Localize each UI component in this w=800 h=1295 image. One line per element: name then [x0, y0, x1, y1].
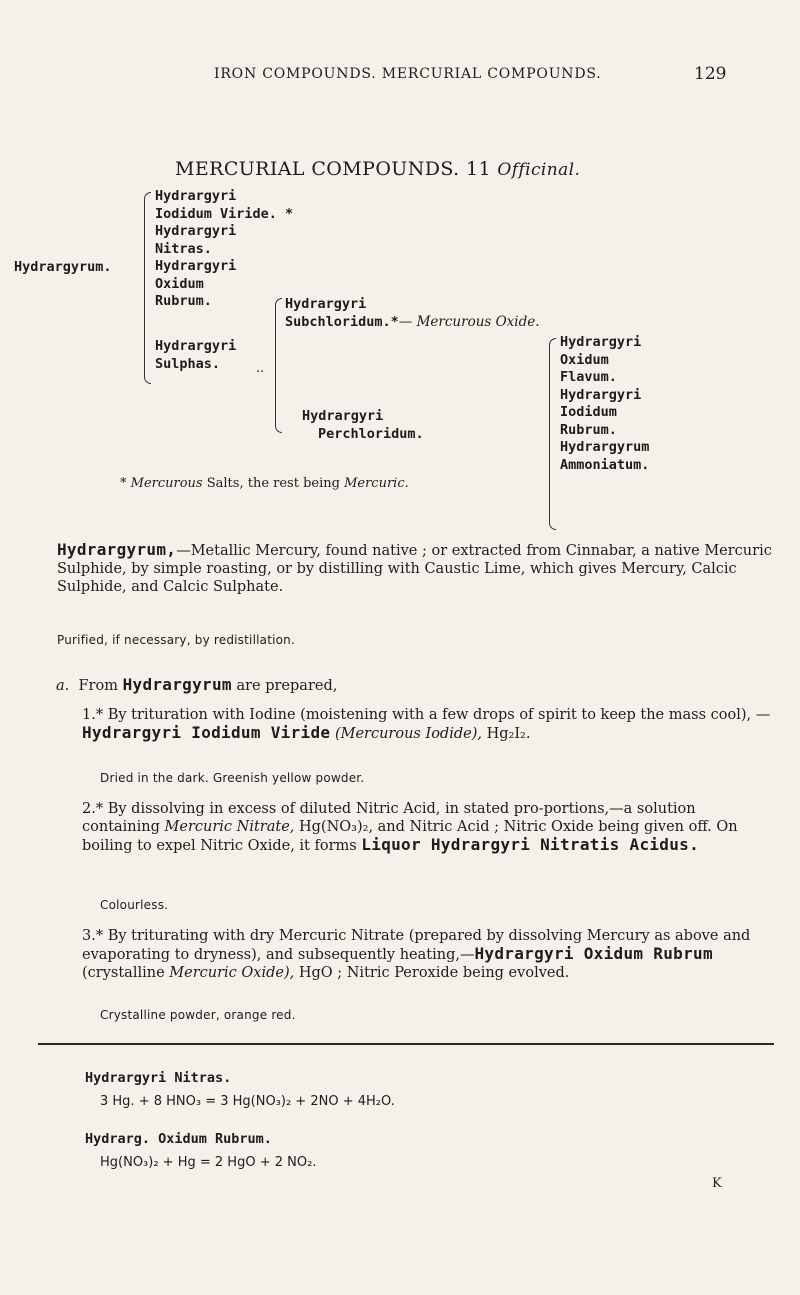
intro-paragraph: Hydrargyrum,—Metallic Mercury, found native ; or extracted from Cinnabar, a native Mercuric Sulphide, by simple roasting, or by distilling with Caustic Lime, which gives Mercury, Calcic Sulphide, and Calcic Sulphate.: [57, 540, 772, 595]
tree-brace-subchloridum: [549, 338, 556, 530]
equation-1-name: Hydrargyri Nitras.: [85, 1070, 232, 1086]
item-3: 3.* By triturating with dry Mercuric Nitrate (prepared by dissolving Mercury as above and evaporating to dryness), and subsequently heating,—Hydrargyri Oxidum Rubrum (crystalline Mercuric Oxide), HgO ; Nitric Peroxide being evolved.: [82, 928, 751, 981]
item-2: 2.* By dissolving in excess of diluted Nitric Acid, in stated pro-portions,—a solution containing Mercuric Nitrate, Hg(NO₃)₂, and Nitric Acid ; Nitric Oxide being given off. On boiling to expel Nitric Oxide, it forms Liquor Hydrargyri Nitratis Acidus.: [82, 801, 738, 854]
page-title: [175, 158, 580, 180]
item-2-note: Colourless.: [100, 898, 169, 912]
equation-2-formula: Hg(NO₃)₂ + Hg = 2 HgO + 2 NO₂.: [100, 1155, 317, 1170]
tree-root: Hydrargyrum.: [14, 259, 112, 275]
tree-sub-1a: Hydrargyri: [285, 296, 367, 312]
title-main: MERCURIAL COMPOUNDS. 11: [175, 158, 491, 180]
page-number: 129: [694, 64, 727, 84]
tree-leader-dots: ..: [256, 361, 265, 376]
tree-sub-2: Hydrargyri Perchloridum.: [302, 408, 424, 442]
item-3-note: Crystalline powder, orange red.: [100, 1008, 296, 1022]
item-1-note: Dried in the dark. Greenish yellow powder.: [100, 771, 365, 785]
equation-1-formula: 3 Hg. + 8 HNO₃ = 3 Hg(NO₃)₂ + 2NO + 4H₂O.: [100, 1094, 395, 1109]
tree-brace-sulphas: [275, 298, 282, 433]
section-divider: [38, 1043, 774, 1045]
title-qualifier: Officinal.: [497, 160, 581, 180]
intro-note: Purified, if necessary, by redistillation.: [57, 633, 295, 647]
signature-mark: K: [712, 1176, 722, 1191]
tree-sub-3: Hydrargyri Oxidum Flavum. Hydrargyri Iodidum Rubrum. Hydrargyrum Ammoniatum.: [560, 334, 650, 473]
tree-footnote: * Mercurous Salts, the rest being Mercuric.: [120, 476, 409, 491]
tree-branch-1: Hydrargyri Iodidum Viride. * Hydrargyri Nitras. Hydrargyri Oxidum Rubrum.: [155, 188, 294, 309]
section-a-heading: a. From Hydrargyrum are prepared,: [56, 675, 338, 694]
tree-branch-2: Hydrargyri Sulphas.: [155, 338, 237, 372]
tree-brace-root: [144, 192, 151, 384]
item-1: 1.* By trituration with Iodine (moistening with a few drops of spirit to keep the mass cool), — Hydrargyri Iodidum Viride (Mercurous Iodide), Hg₂I₂.: [82, 707, 771, 742]
equation-2-name: Hydrarg. Oxidum Rubrum.: [85, 1131, 272, 1147]
tree-sub-1: Subchloridum.*— Mercurous Oxide.: [285, 314, 540, 330]
running-header: IRON COMPOUNDS. MERCURIAL COMPOUNDS.: [214, 66, 602, 82]
